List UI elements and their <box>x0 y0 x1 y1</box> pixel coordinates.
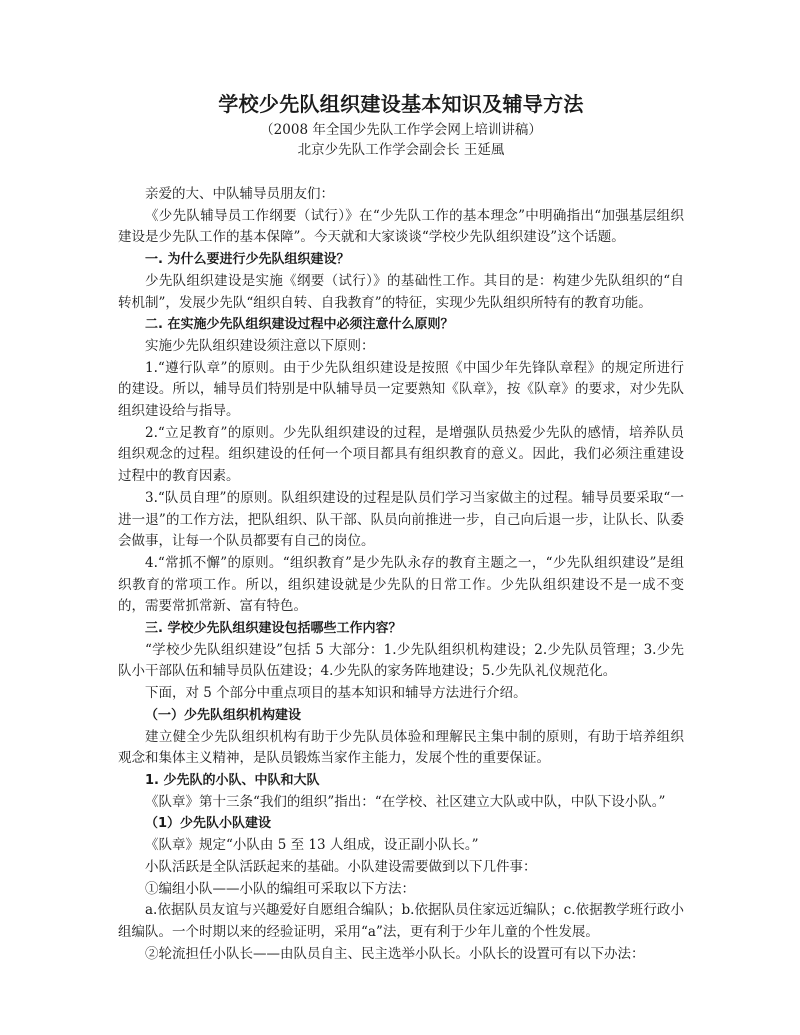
section-heading: 1. 少先队的小队、中队和大队 <box>145 772 320 788</box>
title-spacer <box>118 160 684 184</box>
body-paragraph: 2.“立足教育”的原则。少先队组织建设的过程，是增强队员热爱少先队的感情，培养队员组织观念的过程。组织建设的任何一个项目都具有组织教育的意义。因此，我们必须注重建设过程中的教育因素。 <box>118 424 684 485</box>
body-paragraph: 《队章》第十三条“我们的组织”指出：“在学校、社区建立大队或中队，中队下设小队。” <box>145 793 666 810</box>
document-body <box>118 184 684 965</box>
document-page <box>118 90 684 965</box>
body-paragraph: ①编组小队——小队的编组可采取以下方法： <box>145 880 415 897</box>
body-paragraph: 下面，对 5 个部分中重点项目的基本知识和辅导方法进行介绍。 <box>145 685 527 702</box>
body-paragraph: 3.“队员自理”的原则。队组织建设的过程是队员们学习当家做主的过程。辅导员要采取“一进一退”的工作方法，把队组织、队干部、队员向前推进一步，自己向后退一步，让队长、队委会做事，让每一个队员都要有自己的岗位。 <box>118 489 684 550</box>
body-paragraph: “学校少先队组织建设”包括 5 大部分：1.少先队组织机构建设；2.少先队员管理；3.少先队小干部队伍和辅导员队伍建设；4.少先队的家务阵地建设；5.少先队礼仪规范化。 <box>118 641 684 680</box>
document-author: 北京少先队工作学会副会长 王延風 <box>297 142 505 158</box>
body-paragraph: 建立健全少先队组织机构有助于少先队员体验和理解民主集中制的原则，有助于培养组织观念和集体主义精神，是队员锻炼当家作主能力，发展个性的重要保证。 <box>118 728 684 767</box>
body-paragraph: 实施少先队组织建设须注意以下原则： <box>145 337 375 354</box>
body-paragraph: a.依据队员友谊与兴趣爱好自愿组合编队；b.依据队员住家远近编队；c.依据教学班行政小组编队。一个时期以来的经验证明，采用“a”法，更有利于少年儿童的个性发展。 <box>118 902 684 940</box>
body-paragraph: 小队活跃是全队活跃起来的基础。小队建设需要做到以下几件事： <box>145 858 537 875</box>
section-heading: （一）少先队组织机构建设 <box>145 707 302 723</box>
body-paragraph: 《队章》规定“小队由 5 至 13 人组成，设正副小队长。” <box>145 837 479 854</box>
section-heading: （1）少先队小队建设 <box>145 816 272 832</box>
body-paragraph: 少先队组织建设是实施《纲要（试行）》的基础性工作。其目的是：构建少先队组织的“自转机制”，发展少先队“组织自转、自我教育”的特征，实现少先队组织所特有的教育功能。 <box>118 272 684 311</box>
body-paragraph: 4.“常抓不懈”的原则。“组织教育”是少先队永存的教育主题之一，“少先队组织建设”是组织教育的常项工作。所以，组织建设就是少先队的日常工作。少先队组织建设不是一成不变的，需要常抓常新、富有特色。 <box>118 554 684 615</box>
body-paragraph: 《少先队辅导员工作纲要（试行）》在“少先队工作的基本理念”中明确指出“加强基层组织建设是少先队工作的基本保障”。今天就和大家谈谈“学校少先队组织建设”这个话题。 <box>118 207 684 246</box>
body-paragraph: 1.“遵行队章”的原则。由于少先队组织建设是按照《中国少年先锋队章程》的规定所进行的建设。所以，辅导员们特别是中队辅导员一定要熟知《队章》，按《队章》的要求，对少先队组织建设给与指导。 <box>118 359 684 420</box>
section-heading: 一. 为什么要进行少先队组织建设？ <box>145 252 350 268</box>
body-paragraph: 亲爱的大、中队辅导员朋友们： <box>145 186 334 202</box>
document-subtitle: （2008 年全国少先队工作学会网上培训讲稿） <box>260 122 542 138</box>
section-heading: 二. 在实施少先队组织建设过程中必须注意什么原则？ <box>145 317 454 333</box>
document-title: 学校少先队组织建设基本知识及辅导方法 <box>218 92 584 116</box>
section-heading: 三. 学校少先队组织建设包括哪些工作内容？ <box>145 621 402 637</box>
body-paragraph: ②轮流担任小队长——由队员自主、民主选举小队长。小队长的设置可有以下办法： <box>145 945 645 962</box>
